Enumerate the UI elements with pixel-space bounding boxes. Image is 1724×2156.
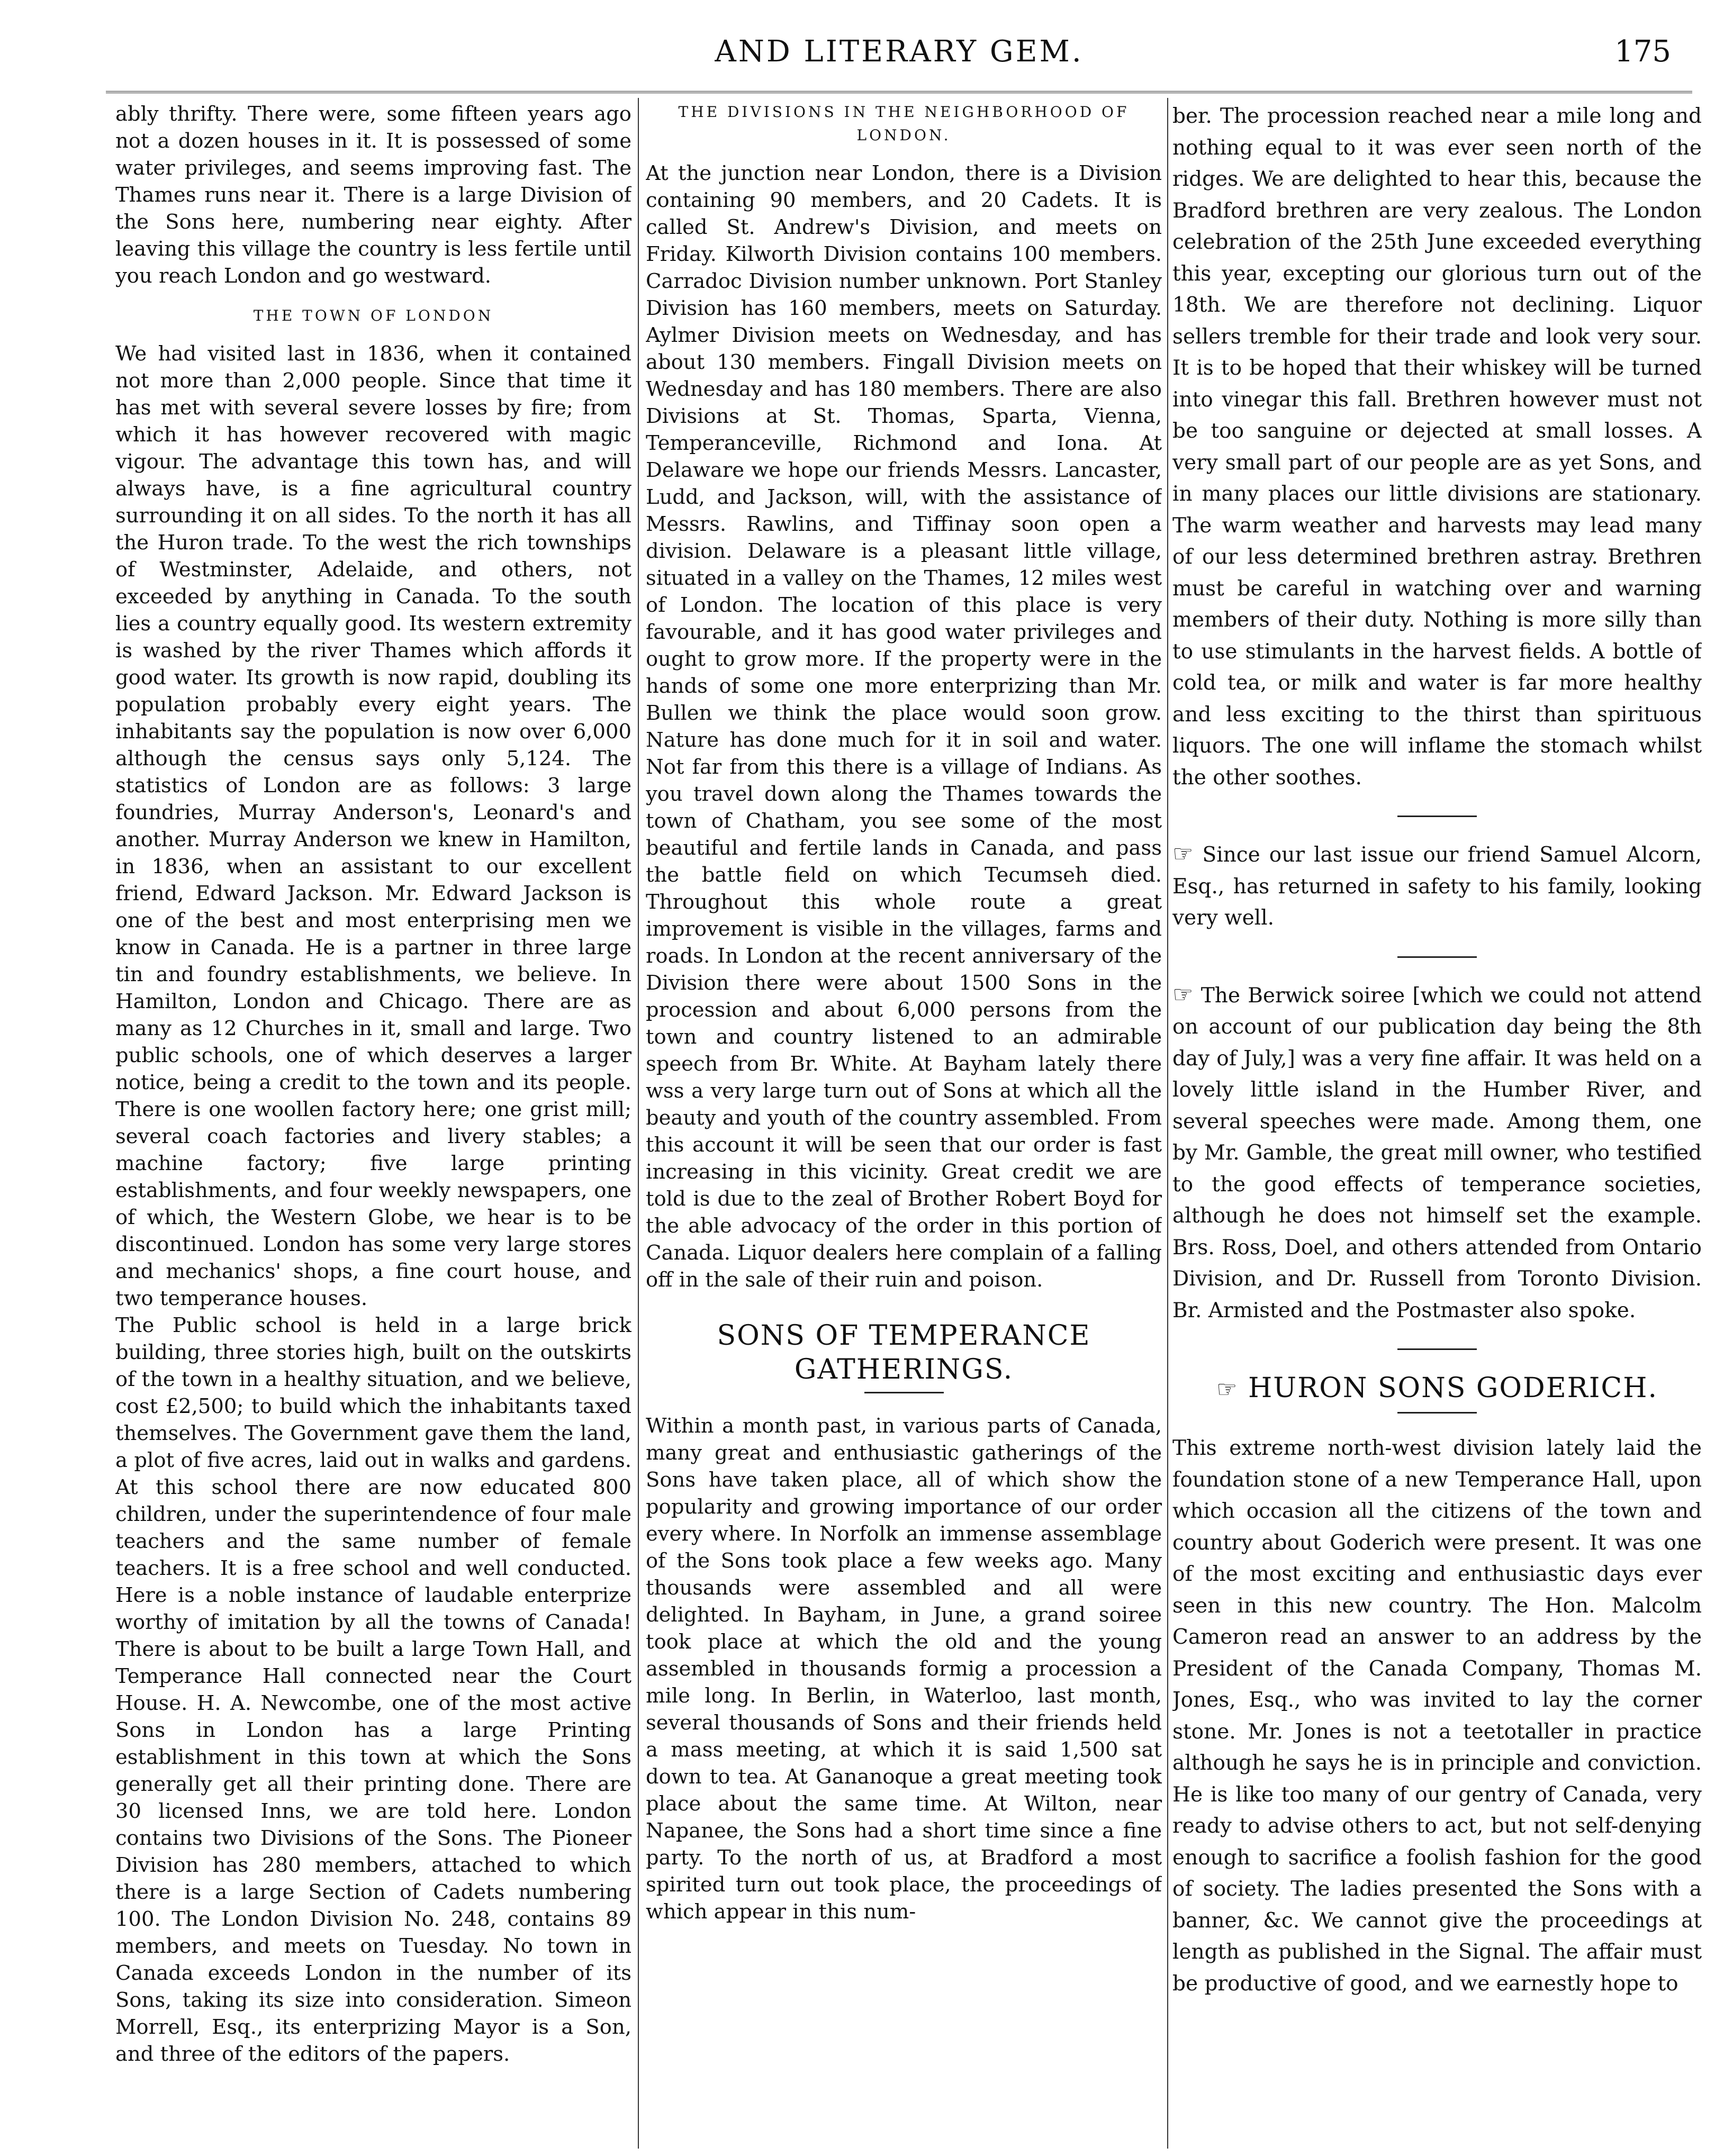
separator-rule bbox=[1397, 1348, 1477, 1350]
paragraph: Within a month past, in various parts of Canada, many great and enthusiastic gatherings of the Sons have taken place, all of which show the popularity and growing importance of our order every where. In Norfolk an immense assemblage of the Sons took place a few weeks ago. Many thousands were assembled and all were delighted. In Bayham, in June, a grand soiree took place at which the old and the young assembled in thousands formig a procession a mile long. In Berlin, in Waterloo, last month, several thousands of Sons and their friends held a mass meeting, at which it is said 1,500 sat down to tea. At Gananoque a great meeting took place about the same time. At Wilton, near Napanee, the Sons had a short time since a fine party. To the north of us, at Bradford a most spirited turn out took place, the proceedings of which appear in this num- bbox=[646, 1414, 1162, 1924]
paragraph: We had visited last in 1836, when it contained not more than 2,000 people. Since that time it has met with several severe losses by fire; from which it has however recovered with magic vigour. The advantage this town has, and will always have, is a fine agricultural country surrounding it on all sides. To the north it has all the Huron trade. To the west the rich townships of Westminster, Adelaide, and others, not exceeded by anything in Canada. To the south lies a country equally good. Its western extremity is washed by the river Thames which affords it good water. Its growth is now rapid, doubling its population probably every eight years. The inhabitants say the population is now over 6,000 although the census says only 5,124. The statistics of London are as follows: 3 large foundries, Murray Anderson's, Leonard's and another. Murray Anderson we knew in Hamilton, in 1836, when an assistant to our excellent friend, Edward Jackson. Mr. Edward Jackson is one of the best and most enterprising men we know in Canada. He is a partner in three large tin and foundry establishments, we believe. In Hamilton, London and Chicago. There are as many as 12 Churches in it, small and large. Two public schools, one of which deserves a larger notice, being a credit to the town and its people. There is one woollen factory here; one grist mill; several coach factories and livery stables; a machine factory; five large printing establishments, and four weekly newspapers, one of which, the Western Globe, we hear is to be discontinued. London has some very large stores and mechanics' shops, a fine court house, and two temperance houses. bbox=[115, 342, 631, 1310]
paragraph: ably thrifty. There were, some fifteen years ago not a dozen houses in it. It is possessed of some water privileges, and seems improving fast. The Thames runs near it. There is a large Division of the Sons here, numbering near eighty. After leaving this village the country is less fertile until you reach London and go westward. bbox=[115, 102, 631, 288]
heading-rule bbox=[864, 1392, 944, 1393]
header-rule bbox=[106, 91, 1692, 97]
column-middle bbox=[646, 101, 1162, 2143]
paragraph: ber. The procession reached near a mile long and nothing equal to it was ever seen north of the ridges. We are delighted to hear this, because the Bradford brethren are very zealous. The London celebration of the 25th June exceeded everything this year, excepting our glorious turn out of the 18th. We are therefore not declining. Liquor sellers tremble for their trade and look very sour. It is to be hoped that their whiskey will be turned into vinegar this fall. Brethren however must not be too sanguine or dejected at small losses. A very small part of our people are as yet Sons, and in many places our little divisions are stationary. The warm weather and harvests may lead many of our less determined brethren astray. Brethren must be careful in watching over and warning members of their duty. Nothing is more silly than to use stimulants in the harvest fields. A bottle of cold tea, or milk and water is far more healthy and less exciting to the thirst than spirituous liquors. The one will inflame the stomach whilst the other soothes. bbox=[1172, 104, 1702, 790]
paragraph: The Public school is held in a large brick building, three stories high, built on the outskirts of the town in a healthy situation, and we believe, cost £2,500; to build which the inhabitants taxed themselves. The Government gave them the land, a plot of five acres, laid out in walks and gardens. At this school there are now educated 800 children, under the superintendence of four male teachers and the same number of female teachers. It is a free school and well conducted. Here is a noble instance of laudable enterprize worthy of imitation by all the towns of Canada! There is about to be built a large Town Hall, and Temperance Hall connected near the Court House. H. A. Newcombe, one of the most active Sons in London has a large Printing establishment in this town at which the Sons generally get all their printing done. There are 30 licensed Inns, we are told here. London contains two Divisions of the Sons. The Pioneer Division has 280 members, attached to which there is a large Section of Cadets numbering 100. The London Division No. 248, contains 89 members, and meets on Tuesday. No town in Canada exceeds London in the number of its Sons, taking its size into consideration. Simeon Morrell, Esq., its enterprizing Mayor is a Son, and three of the editors of the papers. bbox=[115, 1313, 631, 2066]
paragraph-text: The Berwick soiree [which we could not attend on account of our publication day being the 8th day of July,] was a very fine affair. It was held on a lovely little island in the Humber River, and several speeches were made. Among them, one by Mr. Gamble, the great mill owner, who testified to the good effects of temperance societies, although he does not himself set the example. Brs. Ross, Doel, and others attended from Ontario Division, and Dr. Russell from Toronto Division. Br. Armisted and the Postmaster also spoke. bbox=[1172, 983, 1702, 1322]
pointing-hand-icon: ☞ bbox=[1172, 840, 1194, 867]
column-right bbox=[1172, 101, 1702, 2143]
paragraph: This extreme north-west division lately laid the foundation stone of a new Temperance Hall, upon which occasion all the citizens of the town and country about Goderich were present. It was one of the most exciting and enthusiastic days ever seen in this new country. The Hon. Malcolm Cameron read an answer to an address by the President of the Canada Company, Thomas M. Jones, Esq., who was invited to lay the corner stone. Mr. Jones is not a teetotaller in practice although he says he is in principle and conviction. He is like too many of our gentry of Canada, very ready to advise others to act, but not self-denying enough to sacrifice a foolish fashion for the good of society. The ladies presented the Sons with a banner, &c. We cannot give the proceedings at length as published in the Signal. The affair must be productive of good, and we earnestly hope to bbox=[1172, 1436, 1702, 1996]
separator-rule bbox=[1397, 956, 1477, 958]
column-divider bbox=[638, 98, 639, 2149]
column-left bbox=[115, 101, 631, 2143]
running-title: AND LITERARY GEM. bbox=[715, 34, 1084, 69]
paragraph bbox=[1172, 838, 1702, 934]
pointing-hand-icon: ☞ bbox=[1172, 981, 1194, 1008]
page-header bbox=[106, 29, 1692, 87]
section-heading: THE DIVISIONS IN THE NEIGHBORHOOD OF LONDON. bbox=[678, 103, 1130, 144]
heading-text: HURON SONS GODERICH. bbox=[1248, 1372, 1658, 1404]
pointing-hand-icon: ☞ bbox=[1216, 1376, 1239, 1403]
paragraph-text: Since our last issue our friend Samuel Alcorn, Esq., has returned in safety to his family, looking very well. bbox=[1172, 843, 1702, 930]
heading-rule bbox=[1397, 1412, 1477, 1414]
section-heading bbox=[1172, 1371, 1702, 1407]
page-number: 175 bbox=[1614, 34, 1671, 69]
section-heading: THE TOWN OF LONDON bbox=[253, 307, 494, 324]
paragraph bbox=[1172, 979, 1702, 1327]
section-heading: SONS OF TEMPERANCE GATHERINGS. bbox=[717, 1320, 1091, 1385]
paragraph: At the junction near London, there is a Division containing 90 members, and 20 Cadets. It is called St. Andrew's Division, and meets on Friday. Kilworth Division contains 100 members. Carradoc Division number unknown. Port Stanley Division has 160 members, meets on Saturday. Aylmer Division meets on Wednesday, and has about 130 members. Fingall Division meets on Wednesday and has 180 members. There are also Divisions at St. Thomas, Sparta, Vienna, Temperanceville, Richmond and Iona. At Delaware we hope our friends Messrs. Lancaster, Ludd, and Jackson, will, with the assistance of Messrs. Rawlins, and Tiffinay soon open a division. Delaware is a pleasant little village, situated in a valley on the Thames, 12 miles west of London. The location of this place is very favourable, and it has good water privileges and ought to grow more. If the property were in the hands of some one more enterprizing than Mr. Bullen we think the place would soon grow. Nature has done much for it in soil and water. Not far from this there is a village of Indians. As you travel down along the Thames towards the town of Chatham, you see some of the most beautiful and fertile lands in Canada, and pass the battle field on which Tecumseh died. Throughout this whole route a great improvement is visible in the villages, farms and roads. In London at the recent anniversary of the Division there were about 1500 Sons in the procession and about 6,000 persons from the town and country listened to an admirable speech from Br. White. At Bayham lately there wss a very large turn out of Sons at which all the beauty and youth of the country assembled. From this account it will be seen that our order is fast increasing in this vicinity. Great credit we are told is due to the zeal of Brother Robert Boyd for the able advocacy of the order in this portion of Canada. Liquor dealers here complain of a falling off in the sale of their ruin and poison. bbox=[646, 161, 1162, 1292]
column-divider bbox=[1167, 98, 1168, 2149]
separator-rule bbox=[1397, 816, 1477, 817]
